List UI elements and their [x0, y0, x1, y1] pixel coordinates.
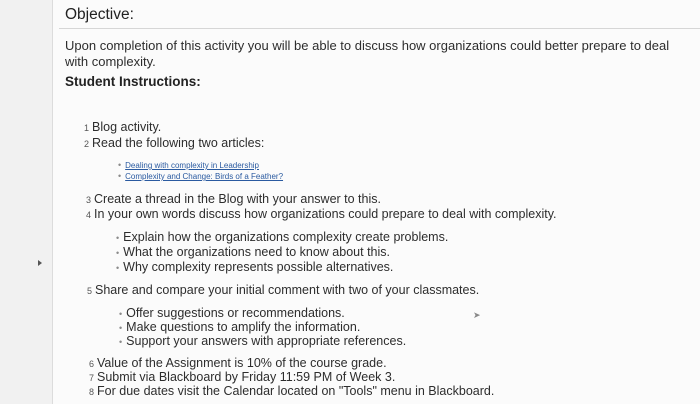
list-item — [89, 384, 494, 398]
article-link[interactable]: Complexity and Change: Birds of a Feather? — [125, 172, 284, 181]
step-number: 7 — [89, 373, 95, 383]
bullet-icon: • — [119, 337, 123, 347]
list-item — [84, 136, 264, 150]
objective-title: Objective: — [65, 6, 134, 23]
bullet-text: Explain how the organizations complexity create problems. — [123, 230, 449, 244]
list-item — [87, 283, 479, 297]
left-sidebar — [0, 0, 53, 404]
step-number: 3 — [86, 195, 92, 205]
list-item — [116, 260, 393, 274]
step-text: Read the following two articles: — [92, 136, 265, 150]
bullet-icon: • — [119, 323, 123, 333]
bullet-icon: • — [116, 248, 120, 258]
divider — [59, 28, 700, 29]
bullet-text: Support your answers with appropriate references. — [126, 334, 407, 348]
step-text: Create a thread in the Blog with your answer to this. — [94, 192, 381, 206]
list-item — [119, 320, 360, 334]
step-text: For due dates visit the Calendar located on "Tools" menu in Blackboard. — [97, 384, 495, 398]
bullet-text: Offer suggestions or recommendations. — [126, 306, 345, 320]
step-number: 2 — [84, 139, 90, 149]
list-item — [116, 230, 448, 244]
bullet-text: Why complexity represents possible alternatives. — [123, 260, 394, 274]
bullet-icon: • — [119, 309, 123, 319]
list-item — [119, 306, 345, 320]
objective-intro: Upon completion of this activity you will be able to discuss how organizations could better prepare to deal with complexity. — [65, 38, 670, 69]
step-number: 5 — [87, 286, 93, 296]
expand-arrow-icon[interactable] — [38, 260, 42, 266]
student-instructions-heading: Student Instructions: — [65, 74, 201, 89]
step-number: 1 — [84, 123, 90, 133]
bullet-icon: • — [118, 171, 122, 181]
list-item — [84, 120, 161, 134]
step-text: Value of the Assignment is 10% of the course grade. — [97, 356, 387, 370]
mouse-cursor-icon: ➤ — [473, 310, 481, 320]
step-number: 6 — [89, 359, 95, 369]
step-number: 4 — [86, 210, 92, 220]
article-item — [118, 168, 283, 182]
bullet-icon: • — [118, 160, 122, 170]
list-item — [86, 207, 557, 221]
bullet-text: What the organizations need to know about this. — [123, 245, 390, 259]
list-item — [89, 370, 395, 384]
step-text: Blog activity. — [92, 120, 162, 134]
step-text: Submit via Blackboard by Friday 11:59 PM of Week 3. — [97, 370, 396, 384]
article-link[interactable]: Dealing with complexity in Leadership — [125, 161, 260, 170]
list-item — [119, 334, 406, 348]
list-item — [86, 192, 381, 206]
content-area — [53, 0, 700, 404]
list-item — [89, 356, 387, 370]
step-text: In your own words discuss how organizations could prepare to deal with complexity. — [94, 207, 557, 221]
bullet-icon: • — [116, 233, 120, 243]
step-text: Share and compare your initial comment with two of your classmates. — [95, 283, 480, 297]
step-number: 8 — [89, 387, 95, 397]
bullet-icon: • — [116, 263, 120, 273]
bullet-text: Make questions to amplify the information. — [126, 320, 361, 334]
list-item — [116, 245, 390, 259]
